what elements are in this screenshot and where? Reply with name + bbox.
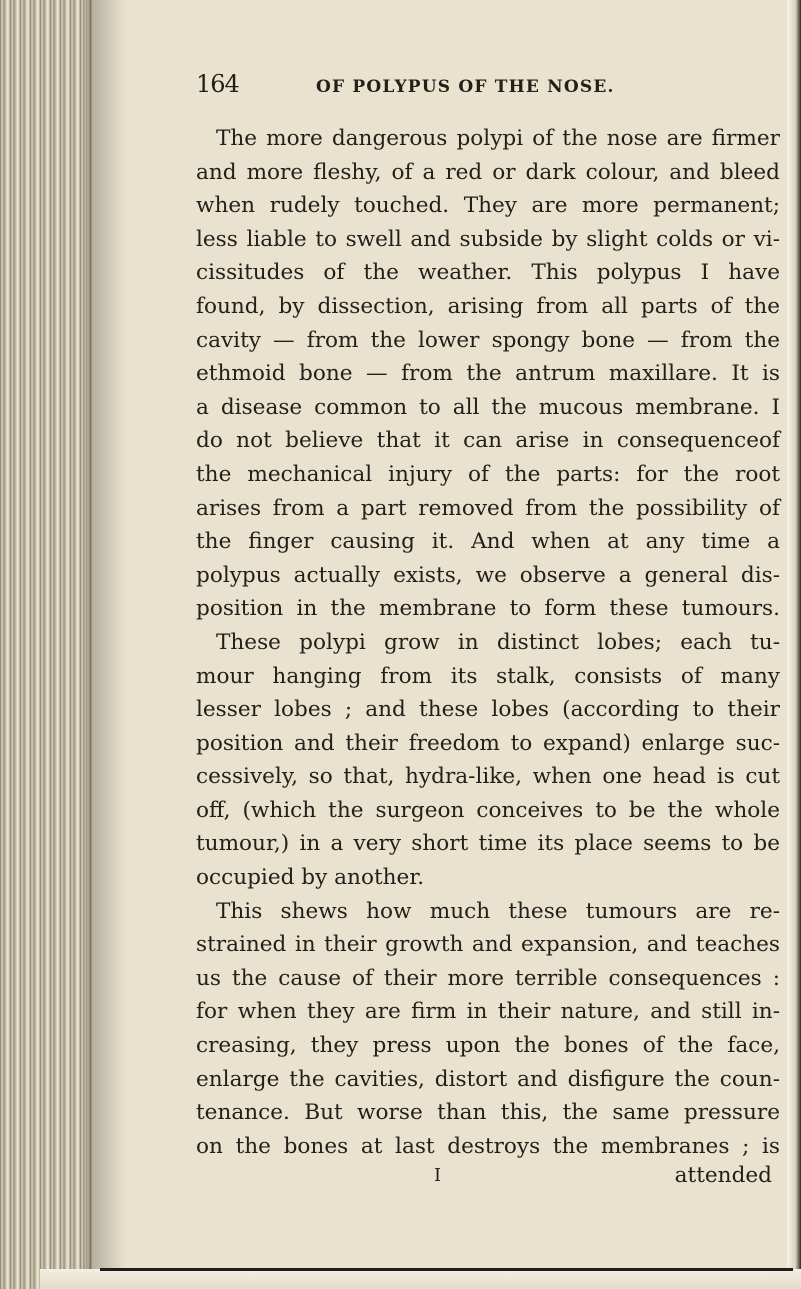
text-line: the mechanical injury of the parts: for the root bbox=[196, 461, 780, 487]
signature-mark: I bbox=[434, 1165, 442, 1187]
text-line: creasing, they press upon the bones of the face, bbox=[196, 1033, 780, 1059]
text-line: do not believe that it can arise in consequenceof bbox=[196, 428, 780, 454]
text-line: when rudely touched. They are more permanent; bbox=[196, 193, 780, 219]
text-line: enlarge the cavities, distort and disfigure the coun- bbox=[196, 1066, 780, 1092]
text-line: This shews how much these tumours are re- bbox=[216, 898, 780, 924]
body-text bbox=[196, 122, 780, 1163]
book-page bbox=[196, 66, 780, 1197]
text-line: less liable to swell and subside by slight colds or vi- bbox=[196, 226, 780, 252]
text-line: a disease common to all the mucous membrane. I bbox=[196, 394, 780, 420]
text-line: arises from a part removed from the possibility of bbox=[196, 495, 780, 521]
text-line: position in the membrane to form these tumours. bbox=[196, 596, 780, 622]
page-bottom-border bbox=[100, 1268, 793, 1271]
running-head: OF POLYPUS OF THE NOSE. bbox=[316, 77, 615, 97]
page-right-edge bbox=[787, 0, 801, 1289]
text-line: cavity — from the lower spongy bone — from the bbox=[196, 327, 780, 353]
text-line: cessively, so that, hydra-like, when one head is cut bbox=[196, 764, 780, 790]
text-line: strained in their growth and expansion, and teaches bbox=[196, 932, 780, 958]
text-line: tumour,) in a very short time its place seems to be bbox=[196, 831, 780, 857]
text-line: us the cause of their more terrible consequences : bbox=[196, 965, 780, 991]
text-line: found, by dissection, arising from all parts of the bbox=[196, 293, 780, 319]
text-line: These polypi grow in distinct lobes; each tu- bbox=[216, 629, 780, 655]
book-binding-gutter bbox=[0, 0, 92, 1289]
text-line: The more dangerous polypi of the nose are firmer bbox=[216, 126, 780, 151]
page-footer bbox=[196, 1163, 780, 1197]
text-line: tenance. But worse than this, the same pressure bbox=[196, 1100, 780, 1126]
gutter-shadow bbox=[86, 0, 126, 1289]
text-line: mour hanging from its stalk, consists of many bbox=[196, 663, 780, 689]
text-line: off, (which the surgeon conceives to be the whole bbox=[196, 797, 780, 823]
text-line: position and their freedom to expand) enlarge suc- bbox=[196, 730, 780, 756]
page-header bbox=[196, 66, 780, 106]
text-line: the finger causing it. And when at any time a bbox=[196, 529, 780, 555]
text-line: occupied by another. bbox=[196, 865, 425, 891]
text-line: ethmoid bone — from the antrum maxillare. It is bbox=[196, 361, 780, 387]
text-line: on the bones at last destroys the membranes ; is bbox=[196, 1133, 780, 1159]
text-line: for when they are firm in their nature, and still in- bbox=[196, 999, 780, 1025]
text-line: polypus actually exists, we observe a general dis- bbox=[196, 562, 780, 588]
catchword: attended bbox=[674, 1163, 772, 1189]
text-line: and more fleshy, of a red or dark colour, and bleed bbox=[196, 159, 780, 185]
text-line: lesser lobes ; and these lobes (according to their bbox=[196, 697, 780, 723]
text-line: cissitudes of the weather. This polypus I have bbox=[196, 260, 780, 286]
page-bottom-edge bbox=[40, 1269, 801, 1289]
page-number: 164 bbox=[196, 70, 239, 98]
